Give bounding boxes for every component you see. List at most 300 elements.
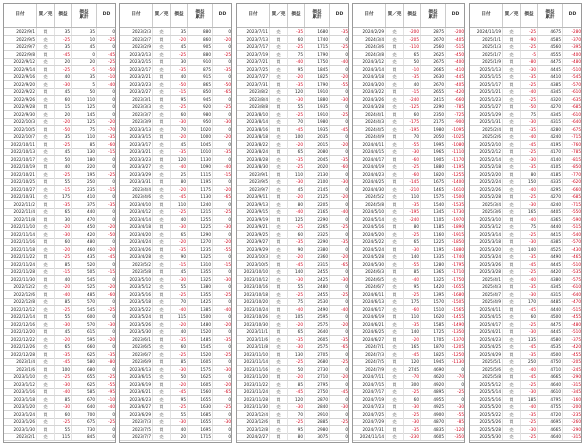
cell-side: 売 [153, 373, 171, 380]
cell-drawdown: -25 [97, 418, 116, 425]
cell-date: 2025/1/21 [470, 88, 503, 95]
header-date: 日付 [4, 4, 37, 27]
cell-date: 2023/2/7 [120, 36, 153, 43]
cell-side: 買 [503, 148, 521, 155]
cell-side: 売 [153, 276, 171, 283]
cell-pnl-cumulative: 110 [72, 133, 97, 140]
cell-date: 2024/7/9 [353, 366, 386, 373]
cell-drawdown: 0 [330, 381, 349, 388]
cell-pnl-cumulative: 2575 [305, 321, 330, 328]
cell-pnl-cumulative: 570 [72, 298, 97, 305]
cell-side: 買 [37, 366, 55, 373]
cell-side: 売 [386, 283, 404, 290]
cell-drawdown: -45 [330, 126, 349, 133]
cell-drawdown: 0 [213, 141, 232, 148]
cell-pnl: 70 [171, 298, 188, 305]
cell-pnl-cumulative: 45 [72, 43, 97, 50]
cell-pnl: -35 [288, 238, 305, 245]
cell-pnl: -125 [404, 103, 421, 110]
cell-pnl: -25 [521, 43, 538, 50]
cell-drawdown: 0 [213, 253, 232, 260]
cell-drawdown: 0 [446, 381, 465, 388]
cell-pnl: -240 [404, 96, 421, 103]
cell-drawdown: -55 [213, 246, 232, 253]
cell-date: 2023/6/15 [120, 373, 153, 380]
cell-drawdown: -610 [563, 111, 582, 118]
cell-pnl: -45 [288, 126, 305, 133]
cell-date: 2023/4/18 [120, 223, 153, 230]
cell-drawdown: 0 [97, 178, 116, 185]
cell-pnl-cumulative: 2145 [305, 186, 330, 193]
cell-drawdown: -515 [446, 43, 465, 50]
cell-date: 2025/4/17 [470, 321, 503, 328]
cell-drawdown: -290 [563, 426, 582, 433]
cell-pnl: 85 [404, 268, 421, 275]
cell-date: 2025/4/1 [470, 276, 503, 283]
cell-date: 2023/9/1 [237, 171, 270, 178]
cell-pnl-cumulative: 4490 [538, 253, 563, 260]
cell-side: 売 [503, 246, 521, 253]
cell-drawdown: -1970 [446, 216, 465, 223]
cell-pnl: -40 [404, 276, 421, 283]
cell-date: 2024/7/23 [353, 403, 386, 410]
cell-side: 買 [503, 328, 521, 335]
cell-date: 2025/1/29 [470, 111, 503, 118]
cell-side: 売 [270, 141, 288, 148]
cell-pnl: -195 [404, 126, 421, 133]
cell-pnl-cumulative: 4365 [538, 216, 563, 223]
cell-date: 2024/7/17 [353, 388, 386, 395]
cell-side: 売 [503, 186, 521, 193]
cell-pnl-cumulative: 4415 [538, 231, 563, 238]
cell-pnl-cumulative: 145 [72, 111, 97, 118]
cell-side: 買 [270, 171, 288, 178]
cell-side: 買 [386, 88, 404, 95]
cell-drawdown: -1095 [446, 126, 465, 133]
cell-date: 2025/2/10 [470, 141, 503, 148]
cell-pnl: -20 [288, 141, 305, 148]
cell-pnl-cumulative: 670 [72, 396, 97, 403]
cell-side: 売 [386, 306, 404, 313]
cell-side: 買 [37, 291, 55, 298]
cell-drawdown: 0 [330, 133, 349, 140]
cell-drawdown: -470 [563, 298, 582, 305]
cell-side: 売 [386, 396, 404, 403]
cell-pnl-cumulative: 4535 [538, 343, 563, 350]
cell-date: 2022/11/22 [4, 253, 37, 260]
cell-pnl: 60 [55, 238, 72, 245]
cell-side: 売 [503, 163, 521, 170]
cell-date: 2024/4/19 [353, 163, 386, 170]
cell-side: 買 [153, 268, 171, 275]
cell-drawdown: 0 [213, 111, 232, 118]
cell-date: 2023/7/17 [237, 43, 270, 50]
cell-pnl: -20 [55, 336, 72, 343]
cell-date: 2023/7/5 [120, 426, 153, 433]
cell-side: 売 [270, 336, 288, 343]
cell-drawdown: -20 [330, 321, 349, 328]
cell-pnl: -25 [288, 291, 305, 298]
cell-pnl: 150 [521, 178, 538, 185]
cell-date: 2023/8/16 [237, 126, 270, 133]
cell-pnl-cumulative: 4560 [538, 43, 563, 50]
cell-pnl-cumulative: 4525 [538, 246, 563, 253]
cell-pnl: -35 [171, 66, 188, 73]
cell-date: 2023/10/5 [237, 261, 270, 268]
cell-side: 売 [503, 51, 521, 58]
cell-pnl-cumulative: 1870 [421, 343, 446, 350]
cell-side: 売 [503, 231, 521, 238]
cell-pnl-cumulative: 4500 [538, 313, 563, 320]
cell-side: 売 [270, 88, 288, 95]
cell-date: 2024/6/13 [353, 298, 386, 305]
cell-pnl: 45 [55, 328, 72, 335]
cell-pnl: 70 [171, 126, 188, 133]
cell-side: 売 [153, 298, 171, 305]
cell-pnl-cumulative: 180 [72, 156, 97, 163]
cell-date: 2022/9/26 [4, 96, 37, 103]
cell-date: 2024/5/14 [353, 216, 386, 223]
cell-side: 売 [386, 231, 404, 238]
cell-date: 2022/9/28 [4, 103, 37, 110]
cell-drawdown: 0 [330, 88, 349, 95]
cell-drawdown: -25 [330, 43, 349, 50]
cell-pnl: -35 [404, 201, 421, 208]
cell-pnl-cumulative: 1215 [188, 208, 213, 215]
cell-date: 2023/1/10 [4, 373, 37, 380]
cell-side: 売 [386, 36, 404, 43]
cell-pnl-cumulative: 10 [72, 36, 97, 43]
cell-pnl: 30 [55, 216, 72, 223]
cell-pnl: 115 [55, 433, 72, 440]
cell-drawdown: 0 [213, 426, 232, 433]
cell-date: 2024/3/20 [353, 81, 386, 88]
cell-date: 2023/11/22 [237, 381, 270, 388]
cell-pnl-cumulative: 2325 [305, 231, 330, 238]
cell-pnl: 70 [404, 133, 421, 140]
cell-pnl-cumulative: 4195 [538, 141, 563, 148]
cell-pnl: 55 [288, 103, 305, 110]
cell-pnl-cumulative: -5 [72, 66, 97, 73]
cell-pnl-cumulative: 1945 [421, 358, 446, 365]
cell-drawdown: -40 [330, 208, 349, 215]
cell-pnl-cumulative: 1225 [421, 238, 446, 245]
cell-pnl-cumulative: 1680 [305, 28, 330, 35]
cell-side: 売 [503, 291, 521, 298]
cell-pnl: -25 [55, 253, 72, 260]
cell-side: 買 [386, 358, 404, 365]
cell-date: 2025/1/9 [470, 58, 503, 65]
cell-pnl: 50 [404, 58, 421, 65]
cell-drawdown: 0 [97, 43, 116, 50]
cell-pnl: -30 [521, 328, 538, 335]
cell-date: 2025/2/12 [470, 148, 503, 155]
cell-date: 2022/9/30 [4, 111, 37, 118]
cell-pnl-cumulative: 600 [72, 313, 97, 320]
cell-date: 2024/6/21 [353, 321, 386, 328]
cell-drawdown: -345 [563, 388, 582, 395]
cell-drawdown: -850 [563, 163, 582, 170]
cell-date: 2023/9/29 [237, 246, 270, 253]
cell-date: 2022/9/16 [4, 73, 37, 80]
cell-drawdown: 0 [97, 111, 116, 118]
cell-side: 売 [270, 366, 288, 373]
cell-pnl: -40 [288, 208, 305, 215]
cell-side: 買 [153, 336, 171, 343]
cell-date: 2022/9/22 [4, 88, 37, 95]
cell-drawdown: -405 [446, 36, 465, 43]
cell-date: 2023/9/25 [237, 231, 270, 238]
cell-drawdown: -1740 [446, 253, 465, 260]
cell-pnl-cumulative: 4270 [538, 193, 563, 200]
cell-pnl-cumulative: 1280 [421, 261, 446, 268]
cell-side: 売 [153, 193, 171, 200]
cell-side: 買 [503, 103, 521, 110]
cell-pnl: -45 [521, 373, 538, 380]
cell-pnl-cumulative: 1935 [305, 126, 330, 133]
cell-pnl-cumulative: 2020 [305, 163, 330, 170]
cell-pnl-cumulative: 35 [72, 73, 97, 80]
cell-side: 売 [503, 28, 521, 35]
cell-date: 2023/6/21 [120, 388, 153, 395]
cell-side: 売 [503, 313, 521, 320]
cell-drawdown: -640 [563, 118, 582, 125]
cell-pnl-cumulative: 905 [188, 43, 213, 50]
cell-side: 売 [37, 58, 55, 65]
cell-pnl-cumulative: 640 [72, 403, 97, 410]
cell-side: 売 [37, 208, 55, 215]
cell-date: 2024/5/8 [353, 201, 386, 208]
cell-pnl-cumulative: 4140 [538, 156, 563, 163]
cell-pnl-cumulative: 4475 [538, 321, 563, 328]
cell-pnl: 15 [55, 103, 72, 110]
cell-date: 2023/11/16 [237, 366, 270, 373]
cell-drawdown: -610 [563, 88, 582, 95]
cell-date: 2023/11/30 [237, 403, 270, 410]
cell-side: 買 [153, 118, 171, 125]
cell-pnl-cumulative: 1725 [421, 328, 446, 335]
cell-pnl-cumulative: 1935 [305, 103, 330, 110]
cell-drawdown: -15 [213, 171, 232, 178]
cell-date: 2023/6/1 [120, 336, 153, 343]
cell-side: 売 [386, 411, 404, 418]
cell-pnl: -40 [288, 306, 305, 313]
cell-side: 売 [270, 291, 288, 298]
cell-drawdown: 0 [330, 351, 349, 358]
cell-pnl: -20 [171, 238, 188, 245]
table-header [4, 4, 115, 28]
cell-side: 売 [37, 298, 55, 305]
cell-drawdown: -1730 [446, 208, 465, 215]
cell-side: 売 [270, 66, 288, 73]
cell-date: 2025/3/24 [470, 253, 503, 260]
cell-pnl: -30 [55, 381, 72, 388]
cell-side: 買 [37, 238, 55, 245]
cell-date: 2023/2/13 [120, 51, 153, 58]
cell-pnl-cumulative: 450 [72, 223, 97, 230]
cell-drawdown: -40 [213, 163, 232, 170]
cell-side: 売 [37, 268, 55, 275]
cell-drawdown: -65 [213, 193, 232, 200]
cell-pnl: -30 [171, 366, 188, 373]
cell-pnl: 120 [288, 396, 305, 403]
cell-pnl-cumulative: 420 [72, 231, 97, 238]
cell-drawdown: -1250 [446, 351, 465, 358]
cell-pnl-cumulative: 1425 [188, 298, 213, 305]
cell-drawdown: -30 [97, 321, 116, 328]
cell-date: 2023/10/24 [237, 306, 270, 313]
cell-pnl: -25 [521, 193, 538, 200]
cell-pnl: -45 [404, 351, 421, 358]
cell-drawdown: -20 [97, 118, 116, 125]
cell-drawdown: 0 [97, 261, 116, 268]
header-pnl: 損益 [288, 4, 305, 27]
cell-side: 売 [37, 96, 55, 103]
cell-side: 売 [386, 276, 404, 283]
cell-pnl-cumulative: 2560 [421, 43, 446, 50]
cell-pnl: -25 [288, 111, 305, 118]
cell-pnl-cumulative: 195 [72, 171, 97, 178]
cell-pnl: -30 [55, 81, 72, 88]
cell-side: 買 [386, 66, 404, 73]
cell-side: 買 [503, 193, 521, 200]
cell-pnl: 55 [55, 313, 72, 320]
cell-pnl: 65 [55, 208, 72, 215]
cell-side: 売 [270, 298, 288, 305]
cell-pnl: -30 [55, 403, 72, 410]
cell-side: 売 [37, 43, 55, 50]
cell-side: 買 [386, 426, 404, 433]
cell-pnl-cumulative: 4445 [538, 261, 563, 268]
cell-date: 2023/10/18 [237, 291, 270, 298]
cell-side: 売 [386, 373, 404, 380]
cell-drawdown: -1795 [446, 261, 465, 268]
cell-date: 2024/3/28 [353, 103, 386, 110]
cell-date: 2024/5/20 [353, 231, 386, 238]
cell-date: 2023/1/30 [4, 426, 37, 433]
cell-pnl: -25 [55, 306, 72, 313]
cell-pnl-cumulative: 2980 [305, 426, 330, 433]
cell-pnl-cumulative: 4755 [538, 403, 563, 410]
cell-drawdown: -260 [563, 418, 582, 425]
cell-pnl: -20 [55, 246, 72, 253]
cell-pnl-cumulative: 250 [72, 178, 97, 185]
cell-side: 買 [386, 246, 404, 253]
cell-drawdown: -510 [563, 328, 582, 335]
cell-pnl: 250 [521, 358, 538, 365]
cell-side: 売 [37, 73, 55, 80]
cell-drawdown: -30 [213, 418, 232, 425]
cell-date: 2024/5/10 [353, 208, 386, 215]
cell-pnl: 80 [288, 201, 305, 208]
cell-side: 売 [386, 81, 404, 88]
cell-date: 2025/4/3 [470, 283, 503, 290]
cell-drawdown: 0 [213, 96, 232, 103]
cell-drawdown: 0 [330, 396, 349, 403]
cell-pnl-cumulative: 4440 [538, 306, 563, 313]
cell-pnl-cumulative: 1605 [188, 381, 213, 388]
cell-drawdown: -25 [446, 388, 465, 395]
cell-date: 2023/7/21 [237, 58, 270, 65]
cell-pnl: -25 [521, 268, 538, 275]
cell-pnl: 20 [171, 433, 188, 440]
cell-drawdown: -770 [563, 171, 582, 178]
cell-pnl-cumulative: 1910 [305, 111, 330, 118]
cell-pnl-cumulative: 2705 [305, 351, 330, 358]
cell-drawdown: -590 [563, 216, 582, 223]
header-pnl-cumulative: 損益 累計 [188, 4, 213, 27]
cell-drawdown: 0 [213, 298, 232, 305]
cell-side: 売 [386, 163, 404, 170]
cell-pnl: 90 [288, 246, 305, 253]
cell-pnl: -20 [404, 336, 421, 343]
cell-side: 買 [153, 223, 171, 230]
cell-side: 買 [503, 36, 521, 43]
cell-pnl-cumulative: 730 [72, 426, 97, 433]
cell-pnl: -30 [521, 388, 538, 395]
cell-side: 売 [270, 133, 288, 140]
cell-side: 買 [270, 433, 288, 440]
cell-date: 2022/9/5 [4, 36, 37, 43]
cell-side: 売 [153, 343, 171, 350]
cell-pnl-cumulative: 1000 [188, 133, 213, 140]
cell-date: 2024/2/27 [237, 433, 270, 440]
cell-side: 売 [386, 28, 404, 35]
cell-pnl-cumulative: 4580 [538, 336, 563, 343]
cell-side: 売 [153, 141, 171, 148]
cell-pnl-cumulative: 1325 [421, 276, 446, 283]
cell-date: 2023/5/12 [120, 283, 153, 290]
cell-side: 売 [270, 51, 288, 58]
cell-pnl-cumulative: 1570 [421, 298, 446, 305]
cell-drawdown: -900 [446, 118, 465, 125]
cell-date: 2025/4/21 [470, 328, 503, 335]
cell-pnl: -20 [288, 193, 305, 200]
cell-pnl: -25 [171, 291, 188, 298]
cell-side: 売 [503, 336, 521, 343]
cell-date: 2023/1/18 [4, 396, 37, 403]
cell-pnl-cumulative: 980 [188, 111, 213, 118]
cell-side: 売 [37, 186, 55, 193]
cell-date: 2024/6/27 [353, 336, 386, 343]
cell-pnl-cumulative: 625 [72, 381, 97, 388]
cell-date: 2024/6/5 [353, 276, 386, 283]
cell-pnl: -25 [521, 433, 538, 440]
cell-drawdown: -400 [563, 51, 582, 58]
cell-pnl-cumulative: 4720 [538, 411, 563, 418]
cell-date: 2024/7/29 [353, 418, 386, 425]
cell-pnl: -50 [55, 126, 72, 133]
cell-side: 売 [37, 283, 55, 290]
cell-drawdown: -1610 [446, 186, 465, 193]
cell-date: 2024/3/4 [353, 36, 386, 43]
cell-pnl: 60 [171, 343, 188, 350]
cell-drawdown: -1455 [446, 313, 465, 320]
cell-pnl-cumulative: 1715 [305, 43, 330, 50]
cell-drawdown: -60 [97, 291, 116, 298]
cell-drawdown: -1680 [446, 291, 465, 298]
trade-table-2 [119, 3, 232, 443]
cell-drawdown: -20 [330, 141, 349, 148]
cell-pnl: 300 [404, 381, 421, 388]
cell-side: 売 [503, 66, 521, 73]
cell-drawdown: -20 [97, 283, 116, 290]
cell-pnl: -25 [288, 43, 305, 50]
cell-drawdown: -25 [330, 223, 349, 230]
cell-drawdown: -515 [563, 223, 582, 230]
cell-date: 2022/9/7 [4, 43, 37, 50]
header-drawdown: DD [446, 4, 465, 27]
